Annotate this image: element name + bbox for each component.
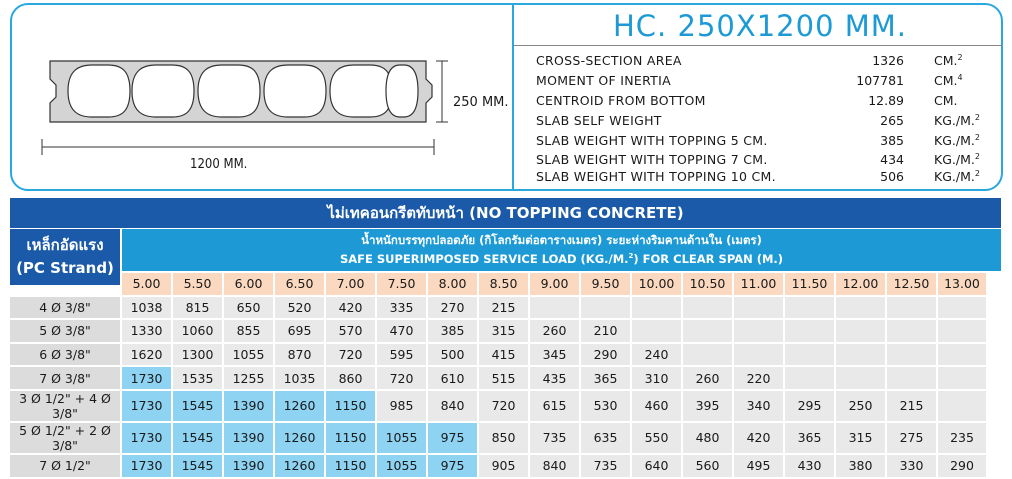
span-row-spacer xyxy=(10,273,120,295)
unit-text: CM. xyxy=(934,93,958,108)
empty-cell xyxy=(887,320,936,342)
load-value-cell: 215 xyxy=(887,391,936,421)
load-value-cell: 615 xyxy=(530,391,579,421)
load-value-cell: 1055 xyxy=(224,344,273,366)
load-value-cell: 290 xyxy=(581,344,630,366)
load-value-cell: 1535 xyxy=(173,367,222,389)
empty-cell xyxy=(836,344,885,366)
load-value-cell: 380 xyxy=(836,455,885,477)
load-value-cell: 975 xyxy=(428,423,477,453)
load-value-cell: 1260 xyxy=(275,455,324,477)
empty-cell xyxy=(632,297,681,319)
property-value: 506 xyxy=(880,169,904,184)
title-rule xyxy=(514,45,1003,46)
slab-spec-card xyxy=(10,3,1003,191)
property-value: 107781 xyxy=(856,73,904,88)
load-value-cell: 650 xyxy=(224,297,273,319)
property-value: 12.89 xyxy=(868,93,904,108)
table-banner: ไม่เทคอนกรีตทับหน้า (NO TOPPING CONCRETE) xyxy=(10,198,1001,228)
load-header-en-text: SAFE SUPERIMPOSED SERVICE LOAD (KG./M. xyxy=(339,252,629,266)
property-unit xyxy=(934,169,980,184)
strand-label: 5 Ø 3/8" xyxy=(10,320,120,342)
strand-label: 6 Ø 3/8" xyxy=(10,344,120,366)
property-label: SLAB SELF WEIGHT xyxy=(536,113,662,128)
span-row xyxy=(10,273,986,295)
span-header-cell: 9.00 xyxy=(530,273,579,295)
load-value-cell: 1035 xyxy=(275,367,324,389)
load-value-cell: 1545 xyxy=(173,455,222,477)
load-grid xyxy=(8,271,988,479)
span-header-cell: 7.00 xyxy=(326,273,375,295)
load-value-cell: 1255 xyxy=(224,367,273,389)
load-value-cell: 315 xyxy=(479,320,528,342)
load-value-cell: 1055 xyxy=(377,423,426,453)
load-value-cell: 870 xyxy=(275,344,324,366)
load-value-cell: 985 xyxy=(377,391,426,421)
property-label: CENTROID FROM BOTTOM xyxy=(536,93,706,108)
load-value-cell: 855 xyxy=(224,320,273,342)
pc-strand-header-th: เหล็กอัดแรง xyxy=(26,236,104,254)
load-value-cell: 530 xyxy=(581,391,630,421)
load-value-cell: 570 xyxy=(326,320,375,342)
empty-cell xyxy=(938,297,986,319)
load-value-cell: 385 xyxy=(428,320,477,342)
property-label: SLAB WEIGHT WITH TOPPING 5 CM. xyxy=(536,133,768,148)
load-value-cell: 905 xyxy=(479,455,528,477)
span-header-cell: 6.00 xyxy=(224,273,273,295)
load-value-cell: 420 xyxy=(326,297,375,319)
empty-cell xyxy=(887,367,936,389)
strand-label: 3 Ø 1/2" + 4 Ø 3/8" xyxy=(10,391,120,421)
property-label: MOMENT OF INERTIA xyxy=(536,73,671,88)
load-value-cell: 860 xyxy=(326,367,375,389)
load-value-cell: 720 xyxy=(326,344,375,366)
strand-label: 7 Ø 1/2" xyxy=(10,455,120,477)
property-unit xyxy=(934,152,980,167)
span-header-cell: 9.50 xyxy=(581,273,630,295)
span-header-cell: 5.50 xyxy=(173,273,222,295)
property-value: 385 xyxy=(880,133,904,148)
empty-cell xyxy=(581,297,630,319)
strand-label: 7 Ø 3/8" xyxy=(10,367,120,389)
load-value-cell: 735 xyxy=(581,455,630,477)
load-value-cell: 695 xyxy=(275,320,324,342)
property-row xyxy=(536,152,996,170)
load-header xyxy=(122,229,1001,271)
empty-cell xyxy=(734,297,783,319)
span-header-cell: 6.50 xyxy=(275,273,324,295)
empty-cell xyxy=(530,297,579,319)
table-row xyxy=(10,344,986,366)
load-value-cell: 240 xyxy=(632,344,681,366)
property-row xyxy=(536,93,996,111)
span-header-cell: 12.00 xyxy=(836,273,885,295)
load-value-cell: 1545 xyxy=(173,423,222,453)
load-value-cell: 480 xyxy=(683,423,732,453)
load-value-cell: 1260 xyxy=(275,391,324,421)
load-value-cell: 550 xyxy=(632,423,681,453)
unit-sup: 2 xyxy=(974,151,980,161)
load-value-cell: 815 xyxy=(173,297,222,319)
load-value-cell: 365 xyxy=(785,423,834,453)
load-value-cell: 460 xyxy=(632,391,681,421)
property-label: SLAB WEIGHT WITH TOPPING 10 CM. xyxy=(536,169,776,184)
load-value-cell: 330 xyxy=(887,455,936,477)
load-value-cell: 520 xyxy=(275,297,324,319)
empty-cell xyxy=(785,320,834,342)
unit-sup: 2 xyxy=(957,52,963,62)
load-value-cell: 850 xyxy=(479,423,528,453)
load-value-cell: 500 xyxy=(428,344,477,366)
load-value-cell: 1730 xyxy=(122,367,171,389)
table-row xyxy=(10,320,986,342)
load-value-cell: 310 xyxy=(632,367,681,389)
load-value-cell: 1620 xyxy=(122,344,171,366)
load-value-cell: 840 xyxy=(428,391,477,421)
load-value-cell: 720 xyxy=(377,367,426,389)
empty-cell xyxy=(887,297,936,319)
load-header-en-tail: ) FOR CLEAR SPAN (M.) xyxy=(633,252,784,266)
load-header-th: น้ำหนักบรรทุกปลอดภัย (กิโลกรัมต่อตารางเมตร) ระยะห่างริมคานด้านใน (เมตร) xyxy=(361,233,762,247)
empty-cell xyxy=(683,344,732,366)
property-row xyxy=(536,133,996,151)
load-value-cell: 1300 xyxy=(173,344,222,366)
height-dimension-label: 250 MM. xyxy=(453,95,509,110)
unit-text: KG./M. xyxy=(934,133,975,148)
load-table xyxy=(10,198,1001,474)
load-value-cell: 345 xyxy=(530,344,579,366)
empty-cell xyxy=(734,320,783,342)
span-header-cell: 10.50 xyxy=(683,273,732,295)
empty-cell xyxy=(938,320,986,342)
load-value-cell: 610 xyxy=(428,367,477,389)
property-unit xyxy=(934,113,980,128)
load-value-cell: 260 xyxy=(530,320,579,342)
empty-cell xyxy=(938,391,986,421)
load-header-en xyxy=(122,250,1001,269)
load-value-cell: 1150 xyxy=(326,455,375,477)
pc-strand-header-en: (PC Strand) xyxy=(16,259,114,277)
load-value-cell: 420 xyxy=(734,423,783,453)
load-value-cell: 515 xyxy=(479,367,528,389)
property-unit xyxy=(934,73,963,88)
table-row xyxy=(10,391,986,421)
load-value-cell: 1330 xyxy=(122,320,171,342)
unit-sup: 2 xyxy=(974,112,980,122)
load-value-cell: 635 xyxy=(581,423,630,453)
load-value-cell: 840 xyxy=(530,455,579,477)
strand-label: 4 Ø 3/8" xyxy=(10,297,120,319)
load-value-cell: 1055 xyxy=(377,455,426,477)
load-value-cell: 430 xyxy=(785,455,834,477)
load-value-cell: 295 xyxy=(785,391,834,421)
table-row xyxy=(10,423,986,453)
empty-cell xyxy=(632,320,681,342)
load-value-cell: 235 xyxy=(938,423,986,453)
span-header-cell: 5.00 xyxy=(122,273,171,295)
table-row xyxy=(10,455,986,477)
property-row xyxy=(536,53,996,71)
load-value-cell: 290 xyxy=(938,455,986,477)
load-value-cell: 395 xyxy=(683,391,732,421)
empty-cell xyxy=(887,344,936,366)
width-dimension-label: 1200 MM. xyxy=(190,157,248,172)
empty-cell xyxy=(836,320,885,342)
load-value-cell: 640 xyxy=(632,455,681,477)
load-value-cell: 1730 xyxy=(122,455,171,477)
load-value-cell: 335 xyxy=(377,297,426,319)
section-properties xyxy=(514,5,1003,189)
load-header-en-sup: 2 xyxy=(628,252,634,261)
empty-cell xyxy=(938,367,986,389)
property-value: 1326 xyxy=(872,53,904,68)
empty-cell xyxy=(683,320,732,342)
span-header-cell: 7.50 xyxy=(377,273,426,295)
property-unit xyxy=(934,133,980,148)
unit-text: CM. xyxy=(934,73,958,88)
load-value-cell: 1545 xyxy=(173,391,222,421)
load-value-cell: 435 xyxy=(530,367,579,389)
span-header-cell: 8.50 xyxy=(479,273,528,295)
empty-cell xyxy=(938,344,986,366)
property-unit xyxy=(934,93,958,108)
load-value-cell: 1390 xyxy=(224,455,273,477)
unit-text: KG./M. xyxy=(934,152,975,167)
cross-section-drawing xyxy=(12,5,512,189)
unit-sup: 2 xyxy=(974,168,980,178)
property-label: SLAB WEIGHT WITH TOPPING 7 CM. xyxy=(536,152,768,167)
load-value-cell: 250 xyxy=(836,391,885,421)
load-value-cell: 495 xyxy=(734,455,783,477)
unit-sup: 4 xyxy=(957,72,963,82)
property-row xyxy=(536,73,996,91)
load-value-cell: 1150 xyxy=(326,391,375,421)
load-value-cell: 470 xyxy=(377,320,426,342)
property-unit xyxy=(934,53,963,68)
table-row xyxy=(10,367,986,389)
load-value-cell: 560 xyxy=(683,455,732,477)
empty-cell xyxy=(836,367,885,389)
load-value-cell: 365 xyxy=(581,367,630,389)
span-header-cell: 13.00 xyxy=(938,273,986,295)
product-title: HC. 250X1200 MM. xyxy=(613,9,907,43)
load-value-cell: 260 xyxy=(683,367,732,389)
span-header-cell: 10.00 xyxy=(632,273,681,295)
empty-cell xyxy=(836,297,885,319)
load-value-cell: 735 xyxy=(530,423,579,453)
unit-sup: 2 xyxy=(974,132,980,142)
property-label: CROSS-SECTION AREA xyxy=(536,53,682,68)
load-value-cell: 415 xyxy=(479,344,528,366)
load-value-cell: 275 xyxy=(887,423,936,453)
unit-text: KG./M. xyxy=(934,169,975,184)
load-value-cell: 1390 xyxy=(224,391,273,421)
property-row xyxy=(536,113,996,131)
load-value-cell: 595 xyxy=(377,344,426,366)
span-header-cell: 11.50 xyxy=(785,273,834,295)
load-value-cell: 1060 xyxy=(173,320,222,342)
unit-text: CM. xyxy=(934,53,958,68)
load-value-cell: 1730 xyxy=(122,391,171,421)
load-value-cell: 1038 xyxy=(122,297,171,319)
load-value-cell: 1260 xyxy=(275,423,324,453)
load-value-cell: 315 xyxy=(836,423,885,453)
empty-cell xyxy=(785,367,834,389)
property-row xyxy=(536,169,996,187)
span-header-cell: 8.00 xyxy=(428,273,477,295)
strand-label: 5 Ø 1/2" + 2 Ø 3/8" xyxy=(10,423,120,453)
load-value-cell: 270 xyxy=(428,297,477,319)
empty-cell xyxy=(683,297,732,319)
load-value-cell: 215 xyxy=(479,297,528,319)
load-value-cell: 220 xyxy=(734,367,783,389)
unit-text: KG./M. xyxy=(934,113,975,128)
span-header-cell: 12.50 xyxy=(887,273,936,295)
empty-cell xyxy=(785,344,834,366)
load-value-cell: 210 xyxy=(581,320,630,342)
property-value: 434 xyxy=(880,152,904,167)
load-value-cell: 340 xyxy=(734,391,783,421)
property-value: 265 xyxy=(880,113,904,128)
load-value-cell: 1150 xyxy=(326,423,375,453)
table-row xyxy=(10,297,986,319)
span-header-cell: 11.00 xyxy=(734,273,783,295)
empty-cell xyxy=(734,344,783,366)
load-value-cell: 975 xyxy=(428,455,477,477)
load-value-cell: 1730 xyxy=(122,423,171,453)
empty-cell xyxy=(785,297,834,319)
load-value-cell: 720 xyxy=(479,391,528,421)
load-value-cell: 1390 xyxy=(224,423,273,453)
hollow-core-slab-icon xyxy=(12,5,512,189)
